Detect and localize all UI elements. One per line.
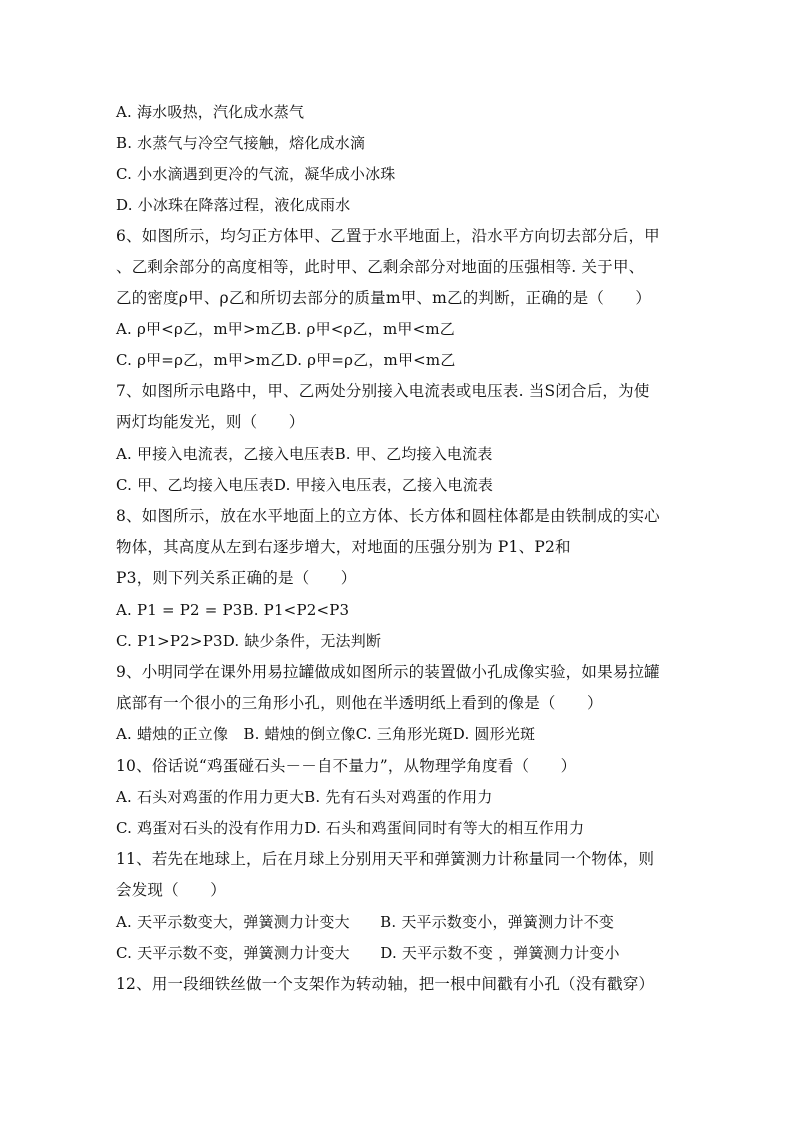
option-11ab: A. 天平示数变大，弹簧测力计变大 B. 天平示数变小，弹簧测力计不变 — [116, 913, 615, 931]
option-7cd: C. 甲、乙均接入电压表D. 甲接入电压表，乙接入电流表 — [116, 476, 494, 494]
option-5a: A. 海水吸热，汽化成水蒸气 — [116, 103, 305, 121]
question-9-line-2: 底部有一个很小的三角形小孔，则他在半透明纸上看到的像是（ ） — [116, 694, 603, 712]
question-9-line-1: 9、小明同学在课外用易拉罐做成如图所示的装置做小孔成像实验，如果易拉罐 — [116, 663, 660, 681]
question-10: 10、俗话说“鸡蛋碰石头－－自不量力”，从物理学角度看（ ） — [116, 757, 577, 775]
option-8cd: C. P1>P2>P3D. 缺少条件，无法判断 — [116, 632, 382, 650]
question-8-line-2: 物体，其高度从左到右逐步增大，对地面的压强分别为 P1、P2和 — [116, 538, 571, 556]
question-6-line-1: 6、如图所示，均匀正方体甲、乙置于水平地面上，沿水平方向切去部分后，甲 — [116, 227, 660, 245]
option-11cd: C. 天平示数不变，弹簧测力计变大 D. 天平示数不变 ，弹簧测力计变小 — [116, 944, 620, 962]
option-8ab: A. P1 = P2 = P3B. P1<P2<P3 — [116, 601, 350, 619]
question-8-line-1: 8、如图所示，放在水平地面上的立方体、长方体和圆柱体都是由铁制成的实心 — [116, 507, 660, 525]
option-9: A. 蜡烛的正立像 B. 蜡烛的倒立像C. 三角形光斑D. 圆形光斑 — [116, 725, 536, 743]
option-5c: C. 小水滴遇到更冷的气流，凝华成小冰珠 — [116, 165, 396, 183]
question-7-line-1: 7、如图所示电路中，甲、乙两处分别接入电流表或电压表. 当S闭合后，为使 — [116, 382, 650, 400]
question-11-line-1: 11、若先在地球上，后在月球上分别用天平和弹簧测力计称量同一个物体，则 — [116, 850, 655, 868]
option-10ab: A. 石头对鸡蛋的作用力更大B. 先有石头对鸡蛋的作用力 — [116, 788, 493, 806]
question-12-line-1: 12、用一段细铁丝做一个支架作为转动轴，把一根中间戳有小孔（没有戳穿） — [116, 975, 655, 993]
option-5b: B. 水蒸气与冷空气接触，熔化成水滴 — [116, 134, 366, 152]
option-6cd: C. ρ甲=ρ乙，m甲>m乙D. ρ甲=ρ乙，m甲<m乙 — [116, 351, 456, 369]
question-6-line-2: 、乙剩余部分的高度相等，此时甲、乙剩余部分对地面的压强相等. 关于甲、 — [116, 258, 645, 276]
question-8-line-3: P3，则下列关系正确的是（ ） — [116, 569, 357, 587]
question-7-line-2: 两灯均能发光，则（ ） — [116, 413, 305, 431]
option-5d: D. 小冰珠在降落过程，液化成雨水 — [116, 196, 351, 214]
option-10cd: C. 鸡蛋对石头的没有作用力D. 石头和鸡蛋间同时有等大的相互作用力 — [116, 819, 585, 837]
question-11-line-2: 会发现（ ） — [116, 881, 226, 899]
option-6ab: A. ρ甲<ρ乙，m甲>m乙B. ρ甲<ρ乙，m甲<m乙 — [116, 320, 455, 338]
question-6-line-3: 乙的密度ρ甲、ρ乙和所切去部分的质量m甲、m乙的判断，正确的是（ ） — [116, 289, 652, 307]
option-7ab: A. 甲接入电流表，乙接入电压表B. 甲、乙均接入电流表 — [116, 445, 493, 463]
